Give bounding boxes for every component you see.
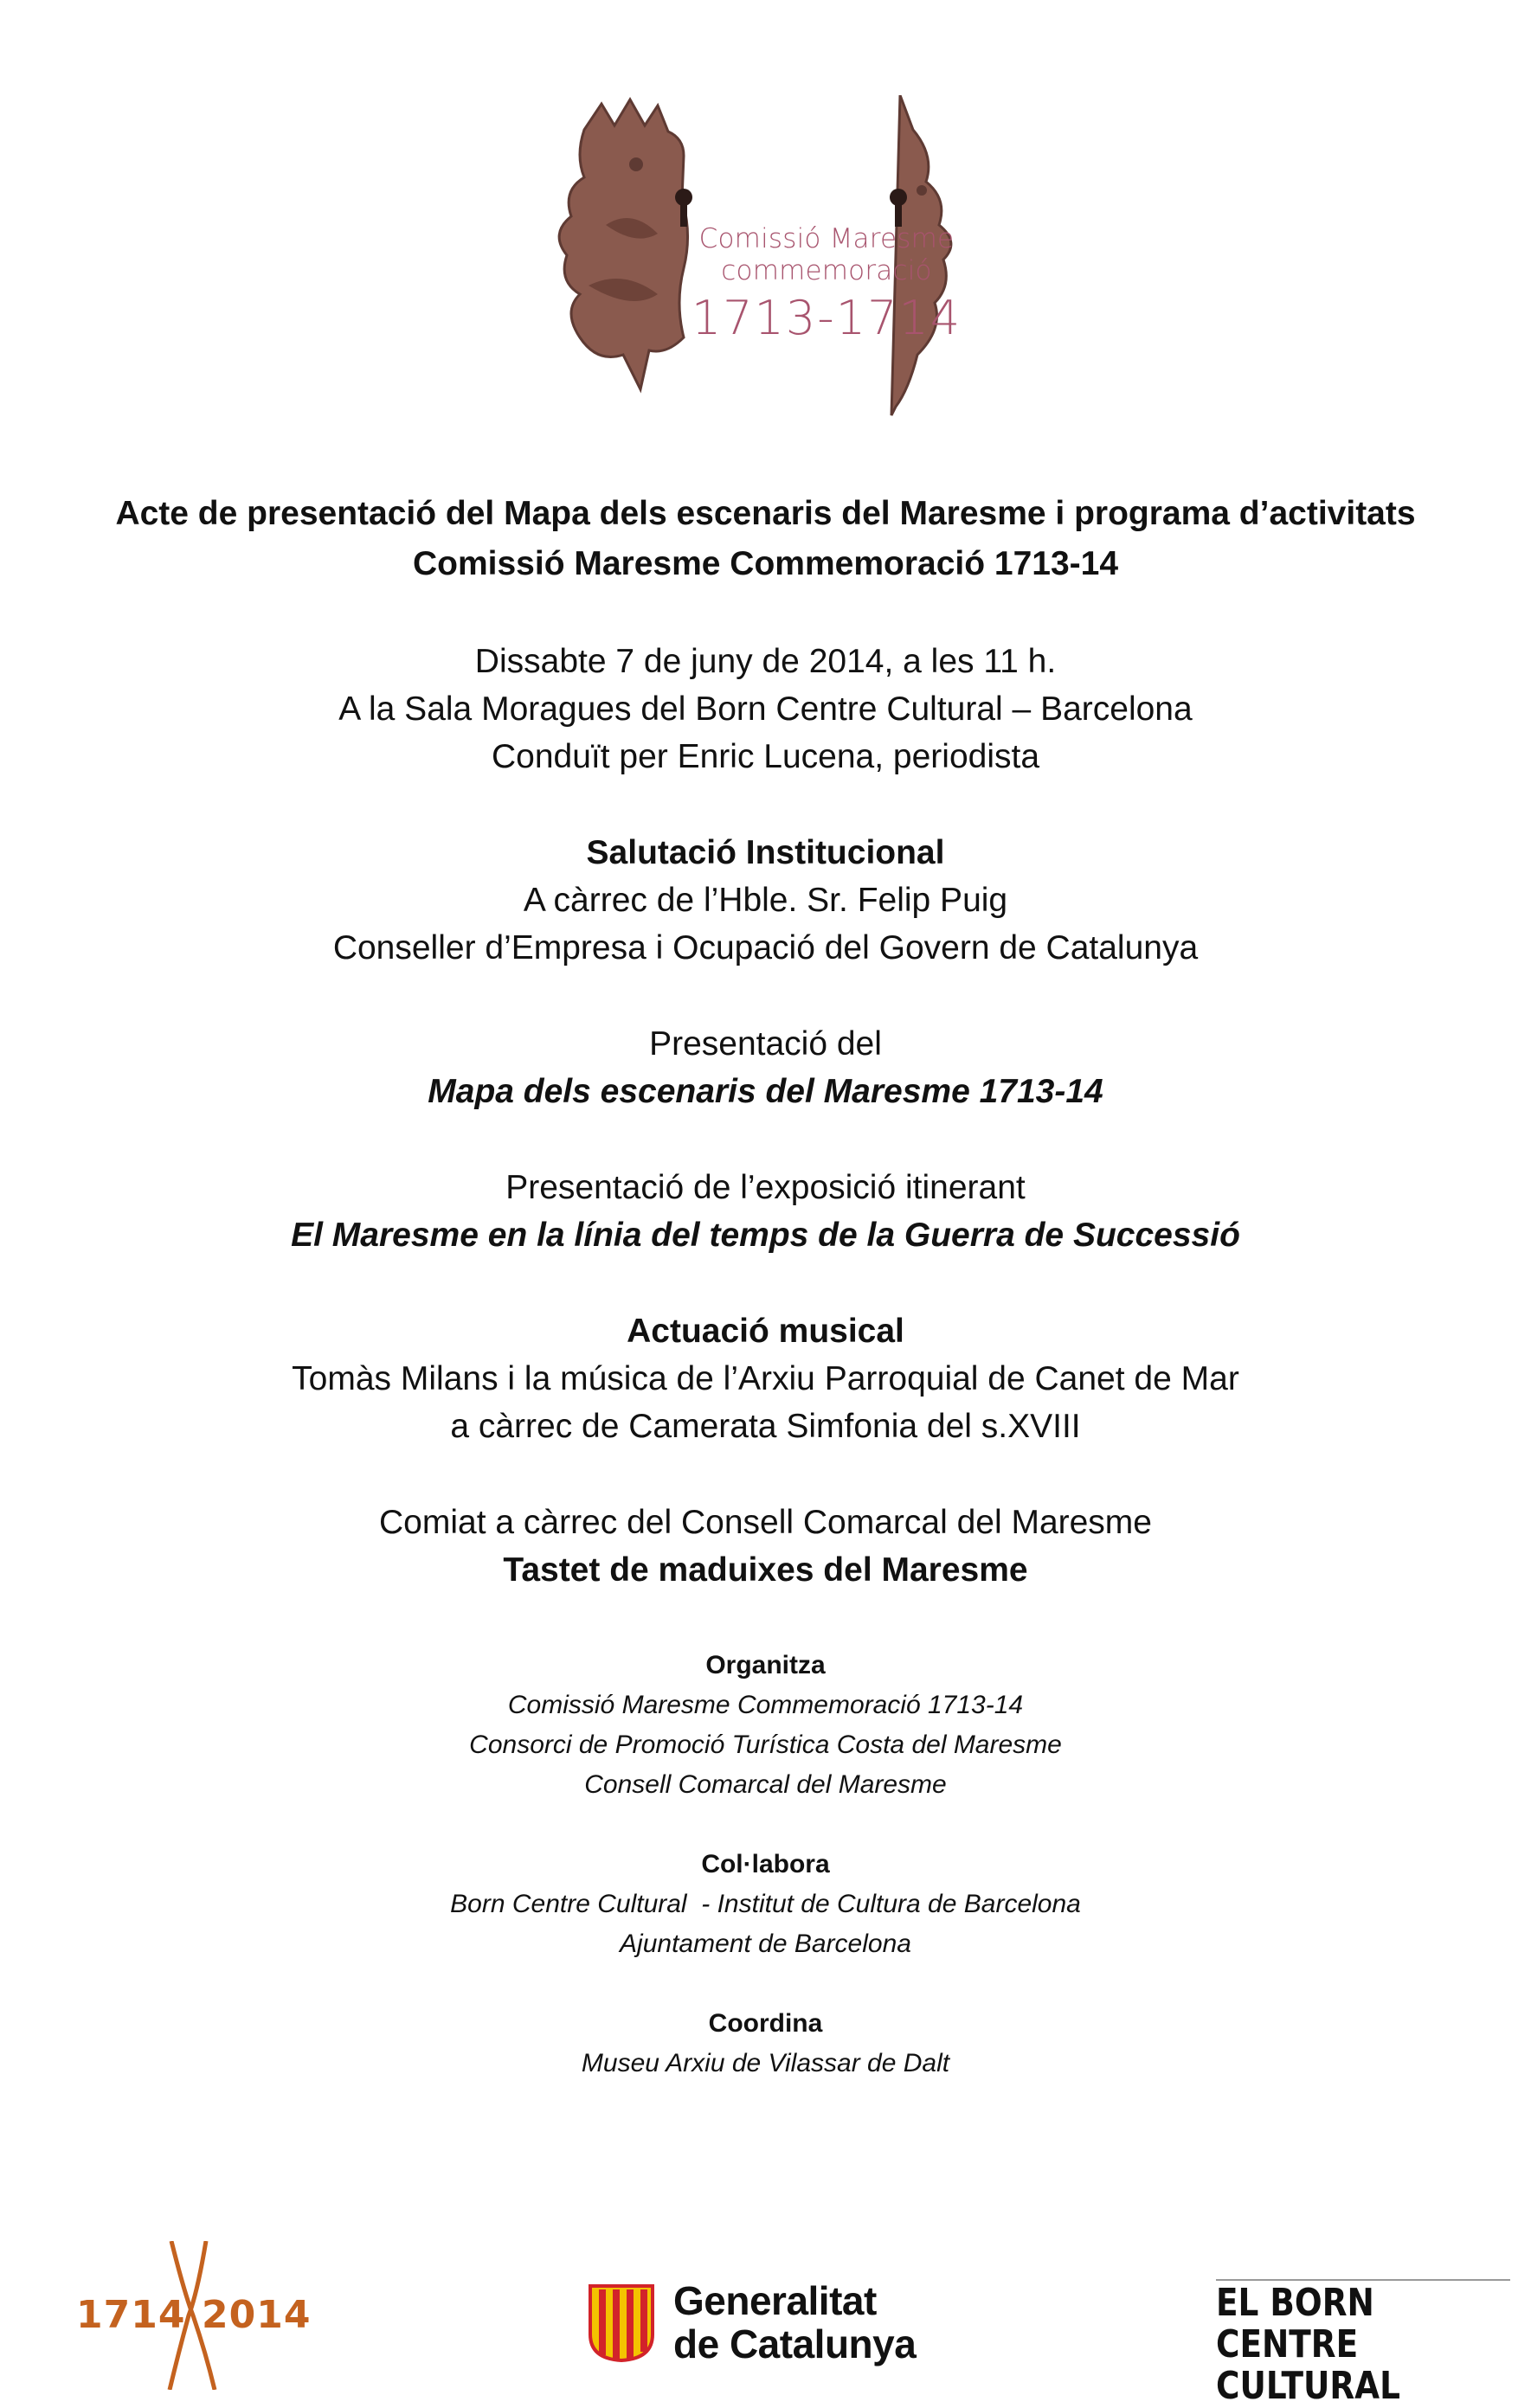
logo-year-left: 1714 xyxy=(76,2293,186,2337)
emblem-years: 1713-1714 xyxy=(691,291,962,345)
born-name xyxy=(1216,2283,1466,2407)
musical-line1: Tomàs Milans i la música de l’Arxiu Parroquial de Canet de Mar xyxy=(292,1360,1239,1397)
header-subtitle: Comissió Maresme Commemoració 1713-14 xyxy=(412,545,1119,582)
organitza-item: Consell Comarcal del Maresme xyxy=(584,1770,947,1799)
senyera-icon xyxy=(587,2283,656,2362)
eagle-shape xyxy=(559,100,687,389)
comiat-line2: Tastet de maduixes del Maresme xyxy=(503,1551,1028,1589)
profile-eye xyxy=(917,185,927,196)
logo-year-right: 2014 xyxy=(202,2293,312,2337)
organitza-heading: Organitza xyxy=(705,1651,826,1679)
mapa-intro: Presentació del xyxy=(649,1025,882,1063)
born-line2: CENTRE CULTURAL xyxy=(1216,2322,1400,2408)
collabora-item: Born Centre Cultural - Institut de Cultura de Barcelona xyxy=(450,1890,1081,1918)
exposicio-title: El Maresme en la línia del temps de la Guerra de Successió xyxy=(291,1217,1240,1254)
salutacio-line1: A càrrec de l’Hble. Sr. Felip Puig xyxy=(523,882,1008,919)
collabora-heading: Col·labora xyxy=(701,1850,830,1878)
logo-el-born xyxy=(1216,2279,1510,2408)
comiat-line1: Comiat a càrrec del Consell Comarcal del Maresme xyxy=(379,1504,1152,1541)
salutacio-heading: Salutació Institucional xyxy=(586,834,945,871)
musical-line2: a càrrec de Camerata Simfonia del s.XVIII xyxy=(450,1408,1081,1445)
logo-generalitat xyxy=(587,2279,950,2366)
salutacio-line2: Conseller d’Empresa i Ocupació del Govern de Catalunya xyxy=(332,929,1199,966)
commission-emblem xyxy=(554,95,1013,424)
coordina-item: Museu Arxiu de Vilassar de Dalt xyxy=(581,2049,950,2077)
mapa-title: Mapa dels escenaris del Maresme 1713-14 xyxy=(428,1073,1103,1110)
event-date: Dissabte 7 de juny de 2014, a les 11 h. xyxy=(474,643,1057,680)
header-title: Acte de presentació del Mapa dels escenaris del Maresme i programa d’activitats xyxy=(115,495,1416,532)
born-line1: EL BORN xyxy=(1216,2281,1374,2325)
coordina-heading: Coordina xyxy=(708,2009,823,2038)
program xyxy=(0,489,1531,2084)
collabora-item: Ajuntament de Barcelona xyxy=(620,1930,911,1958)
eagle-eye xyxy=(629,157,643,171)
generalitat-line2: de Catalunya xyxy=(673,2321,917,2366)
musical-heading: Actuació musical xyxy=(627,1313,904,1350)
event-place: A la Sala Moragues del Born Centre Cultural – Barcelona xyxy=(338,690,1193,728)
generalitat-name xyxy=(673,2279,916,2366)
organitza-item: Consorci de Promoció Turística Costa del Maresme xyxy=(469,1731,1062,1759)
organitza-item: Comissió Maresme Commemoració 1713-14 xyxy=(507,1691,1024,1719)
logo-1714-2014 xyxy=(76,2241,314,2390)
emblem-line2: commemoració xyxy=(721,255,932,286)
exposicio-intro: Presentació de l’exposició itinerant xyxy=(505,1169,1026,1206)
emblem-line1: Comissió Maresme xyxy=(698,223,955,254)
event-host: Conduït per Enric Lucena, periodista xyxy=(491,738,1040,775)
generalitat-line1: Generalitat xyxy=(673,2278,877,2323)
emblem-text xyxy=(679,223,974,350)
